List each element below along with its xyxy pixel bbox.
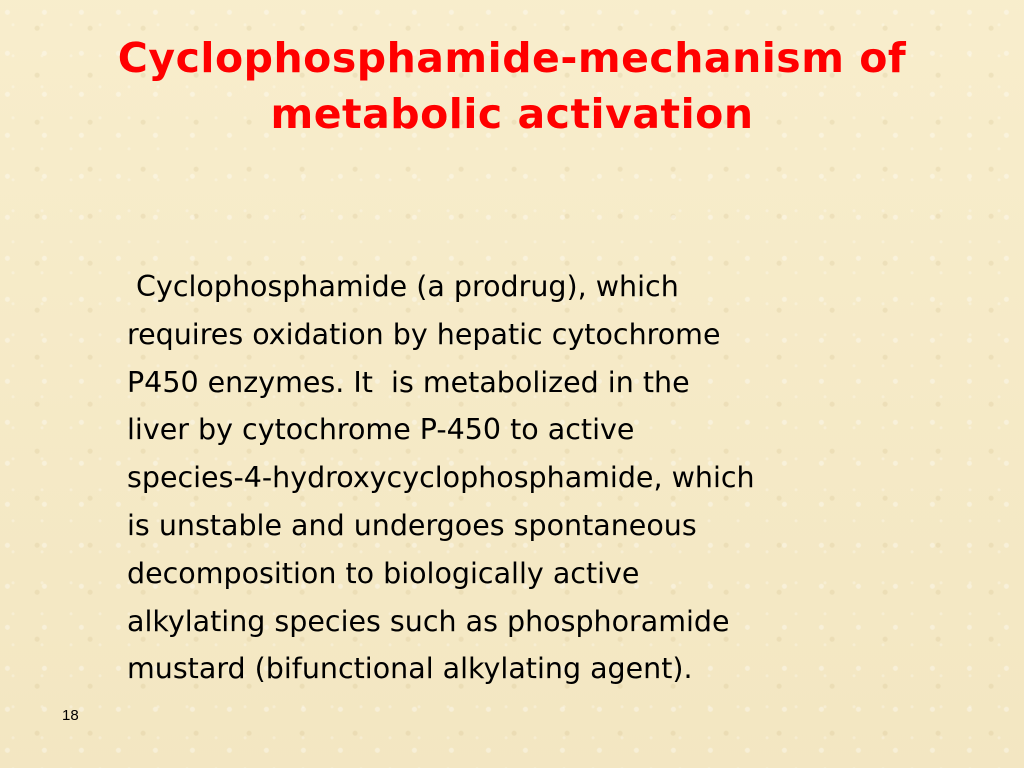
body-line: P450 enzymes. It is metabolized in the: [127, 365, 690, 399]
slide-title-line-1: Cyclophosphamide-mechanism of: [117, 34, 907, 82]
body-line: decomposition to biologically active: [127, 556, 640, 590]
body-line: requires oxidation by hepatic cytochrome: [127, 317, 721, 351]
slide-body-text: [127, 263, 947, 693]
body-line: species-4-hydroxycyclophosphamide, which: [127, 461, 755, 495]
slide-number: 18: [62, 707, 79, 724]
body-line: mustard (bifunctional alkylating agent).: [127, 652, 693, 686]
body-line: Cyclophosphamide (a prodrug), which: [127, 270, 679, 303]
body-line: alkylating species such as phosphoramide: [127, 604, 730, 638]
slide-title: [40, 30, 984, 142]
body-line: liver by cytochrome P-450 to active: [127, 413, 635, 447]
body-line: is unstable and undergoes spontaneous: [127, 508, 697, 542]
slide-title-line-2: metabolic activation: [270, 90, 754, 138]
